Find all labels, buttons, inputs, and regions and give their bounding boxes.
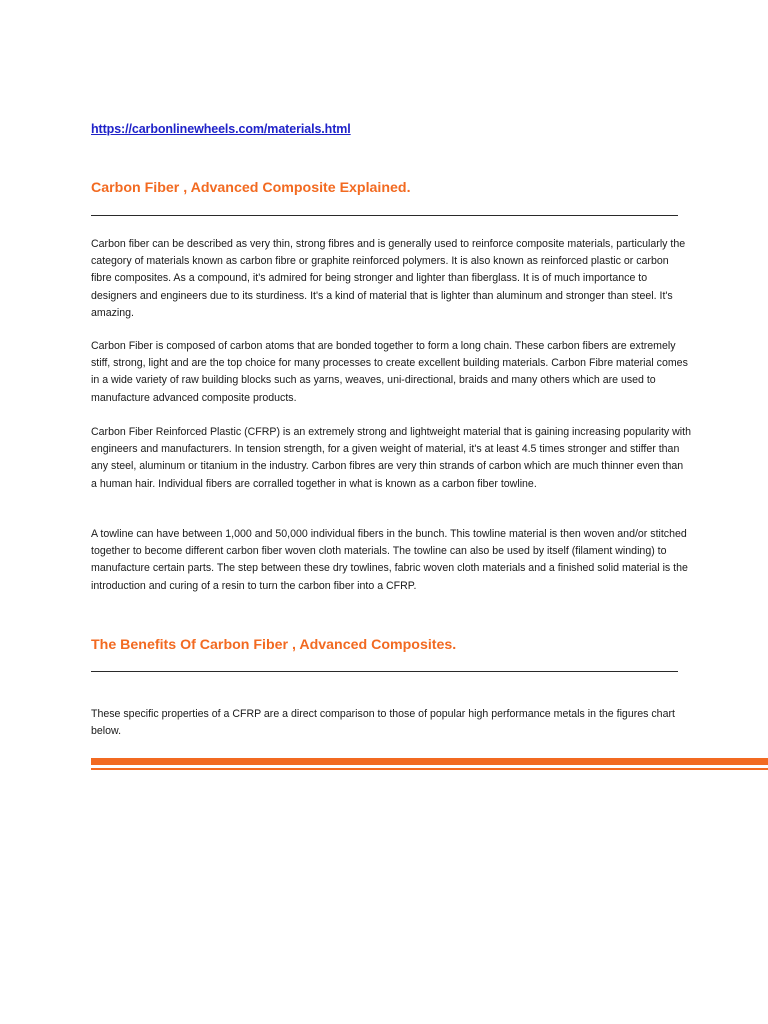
paragraph-5: These specific properties of a CFRP are a direct comparison to those of popular high performance metals in the figures chart below. (91, 708, 675, 738)
heading-divider (91, 215, 678, 216)
section-heading-benefits: The Benefits Of Carbon Fiber , Advanced Composites. (91, 637, 457, 653)
accent-bar-thin (91, 768, 768, 770)
section-heading-explained: Carbon Fiber , Advanced Composite Explained. (91, 180, 411, 196)
source-link[interactable]: https://carbonlinewheels.com/materials.html (91, 122, 351, 136)
paragraph-2: Carbon Fiber is composed of carbon atoms that are bonded together to form a long chain. These carbon fibers are extremely stiff, strong, light and are the top choice for many processes to create excellent building materials. Carbon Fibre material comes in a wide variety of raw building blocks such as yarns, weaves, uni-directional, braids and many others which are used to manufacture advanced composite products. (91, 340, 688, 404)
paragraph-3: Carbon Fiber Reinforced Plastic (CFRP) is an extremely strong and lightweight material that is gaining increasing popularity with engineers and manufacturers. In tension strength, for a given weight of material, it's at least 4.5 times stronger and stiffer than any steel, aluminum or titanium in the industry. Carbon fibres are very thin strands of carbon which are much thinner even than a human hair. Individual fibers are corralled together in what is known as a carbon fiber towline. (91, 426, 691, 490)
paragraph-4: A towline can have between 1,000 and 50,000 individual fibers in the bunch. This towline material is then woven and/or stitched together to become different carbon fiber woven cloth materials. The towline can also be used by itself (filament winding) to manufacture certain parts. The step between these dry towlines, fabric woven cloth materials and a finished solid material is the introduction and curing of a resin to turn the carbon fiber into a CFRP. (91, 528, 688, 592)
accent-bar (91, 758, 768, 765)
paragraph-1: Carbon fiber can be described as very thin, strong fibres and is generally used to reinforce composite materials, particularly the category of materials known as carbon fibre or graphite reinforced polymers. It is also known as reinforced plastic or carbon fibre composites. As a compound, it's admired for being stronger and lighter than fiberglass. It is of much importance to designers and engineers due to its sturdiness. It's a kind of material that is lighter than aluminum and stronger than steel. It's amazing. (91, 238, 686, 319)
heading-divider (91, 671, 678, 672)
